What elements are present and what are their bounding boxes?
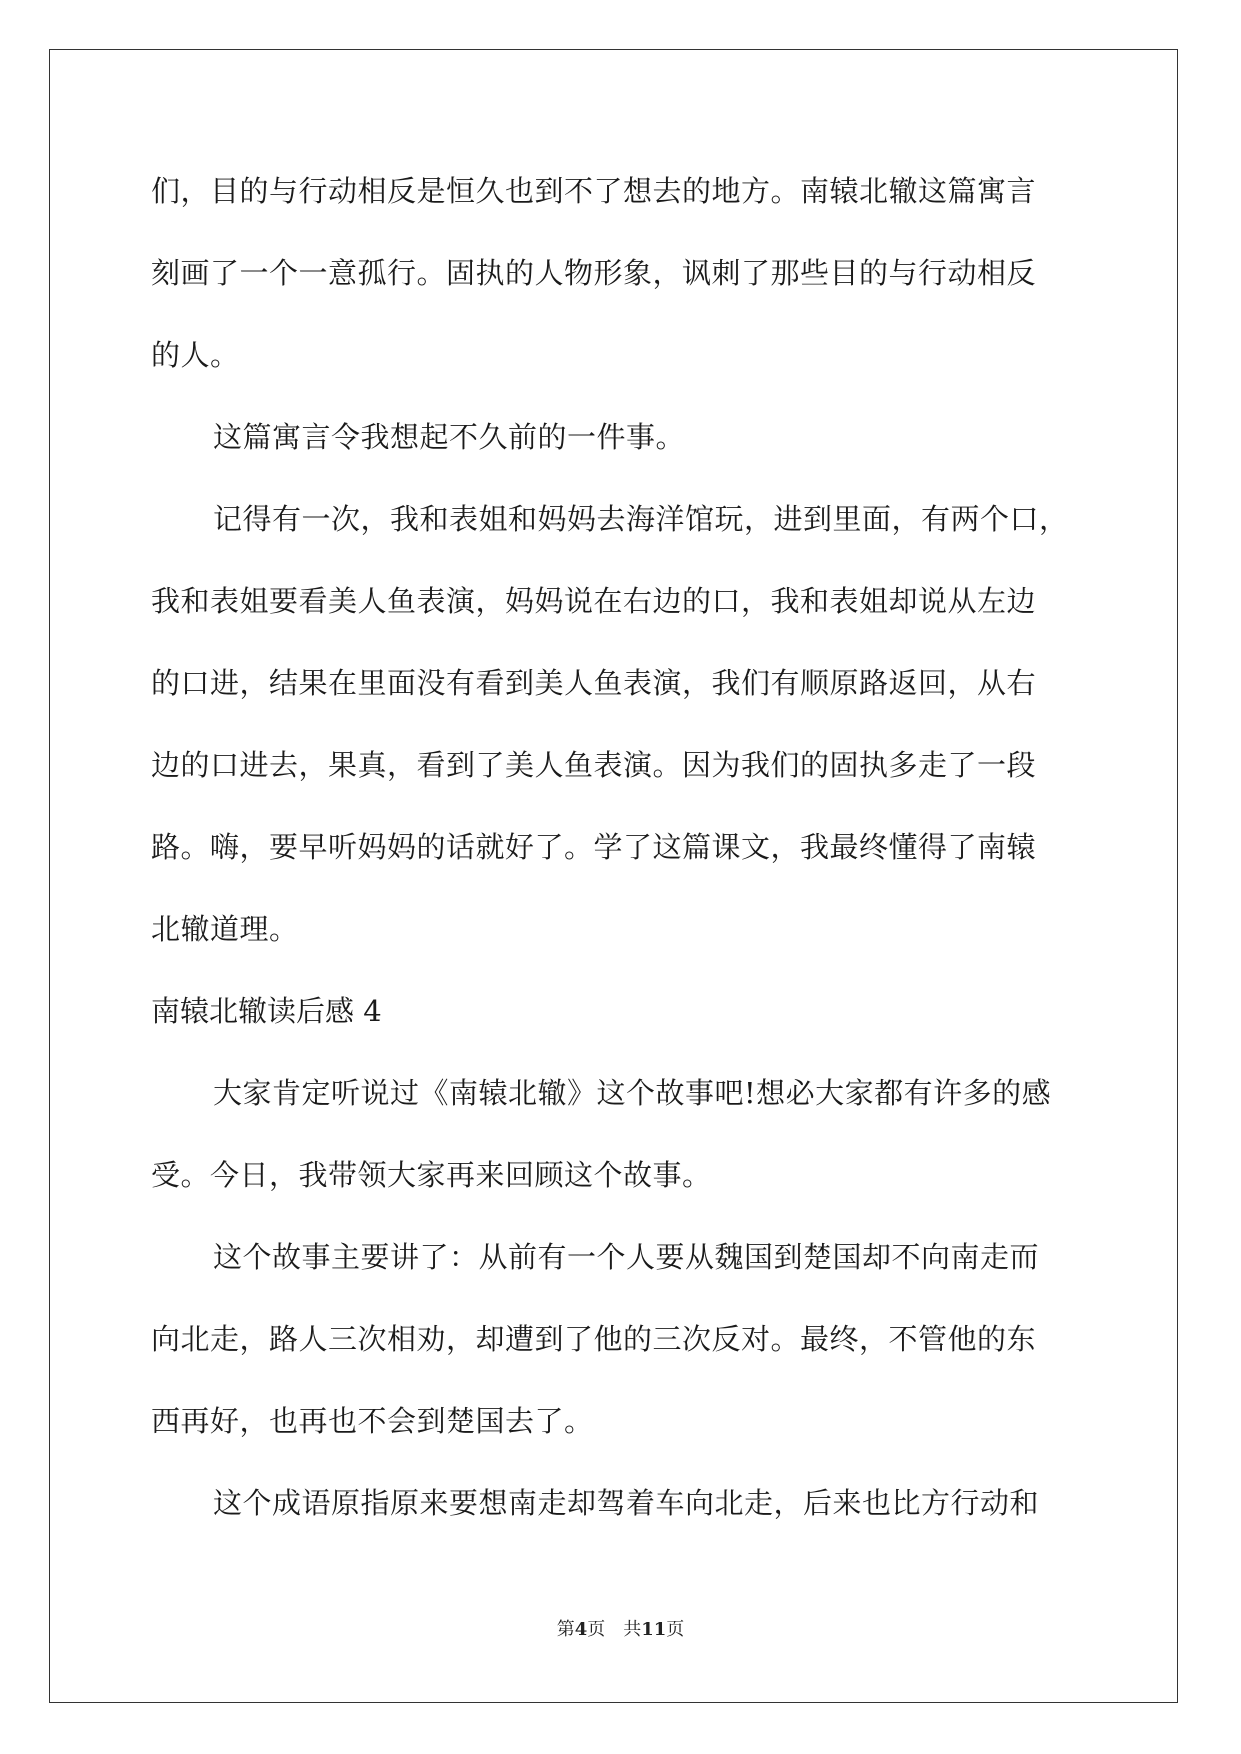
paragraph-line: 的口进，结果在里面没有看到美人鱼表演，我们有顺原路返回，从右 <box>151 666 1037 700</box>
paragraph-line: 大家肯定听说过《南辕北辙》这个故事吧!想必大家都有许多的感 <box>213 1076 1052 1110</box>
page-footer <box>0 1615 1241 1641</box>
paragraph-line: 受。今日，我带领大家再来回顾这个故事。 <box>151 1158 712 1192</box>
paragraph-line: 们，目的与行动相反是恒久也到不了想去的地方。南辕北辙这篇寓言 <box>151 174 1037 208</box>
paragraph-line: 记得有一次，我和表姐和妈妈去海洋馆玩，进到里面，有两个口， <box>213 502 1069 536</box>
page-number-prefix: 第 <box>556 1619 575 1640</box>
page-total-suffix: 页 <box>666 1619 685 1640</box>
page-total-count: 11 <box>641 1619 667 1640</box>
page-number-suffix: 页 <box>587 1619 606 1640</box>
paragraph-line: 边的口进去，果真，看到了美人鱼表演。因为我们的固执多走了一段 <box>151 748 1037 782</box>
paragraph-line: 北辙道理。 <box>151 912 299 946</box>
document-body <box>151 150 1083 1544</box>
paragraph-line: 向北走，路人三次相劝，却遭到了他的三次反对。最终，不管他的东 <box>151 1322 1037 1356</box>
paragraph-line: 的人。 <box>151 338 240 372</box>
page-total-prefix: 共 <box>623 1619 642 1640</box>
paragraph-line: 西再好，也再也不会到楚国去了。 <box>151 1404 594 1438</box>
paragraph-line: 这个故事主要讲了：从前有一个人要从魏国到楚国却不向南走而 <box>213 1240 1040 1274</box>
section-heading: 南辕北辙读后感 4 <box>151 994 382 1028</box>
paragraph-line: 刻画了一个一意孤行。固执的人物形象，讽刺了那些目的与行动相反 <box>151 256 1037 290</box>
paragraph-line: 这个成语原指原来要想南走却驾着车向北走，后来也比方行动和 <box>213 1486 1040 1520</box>
paragraph-line: 这篇寓言令我想起不久前的一件事。 <box>213 420 686 454</box>
paragraph-line: 我和表姐要看美人鱼表演，妈妈说在右边的口，我和表姐却说从左边 <box>151 584 1037 618</box>
page-number-current: 4 <box>574 1619 588 1640</box>
paragraph-line: 路。嗨，要早听妈妈的话就好了。学了这篇课文，我最终懂得了南辕 <box>151 830 1037 864</box>
